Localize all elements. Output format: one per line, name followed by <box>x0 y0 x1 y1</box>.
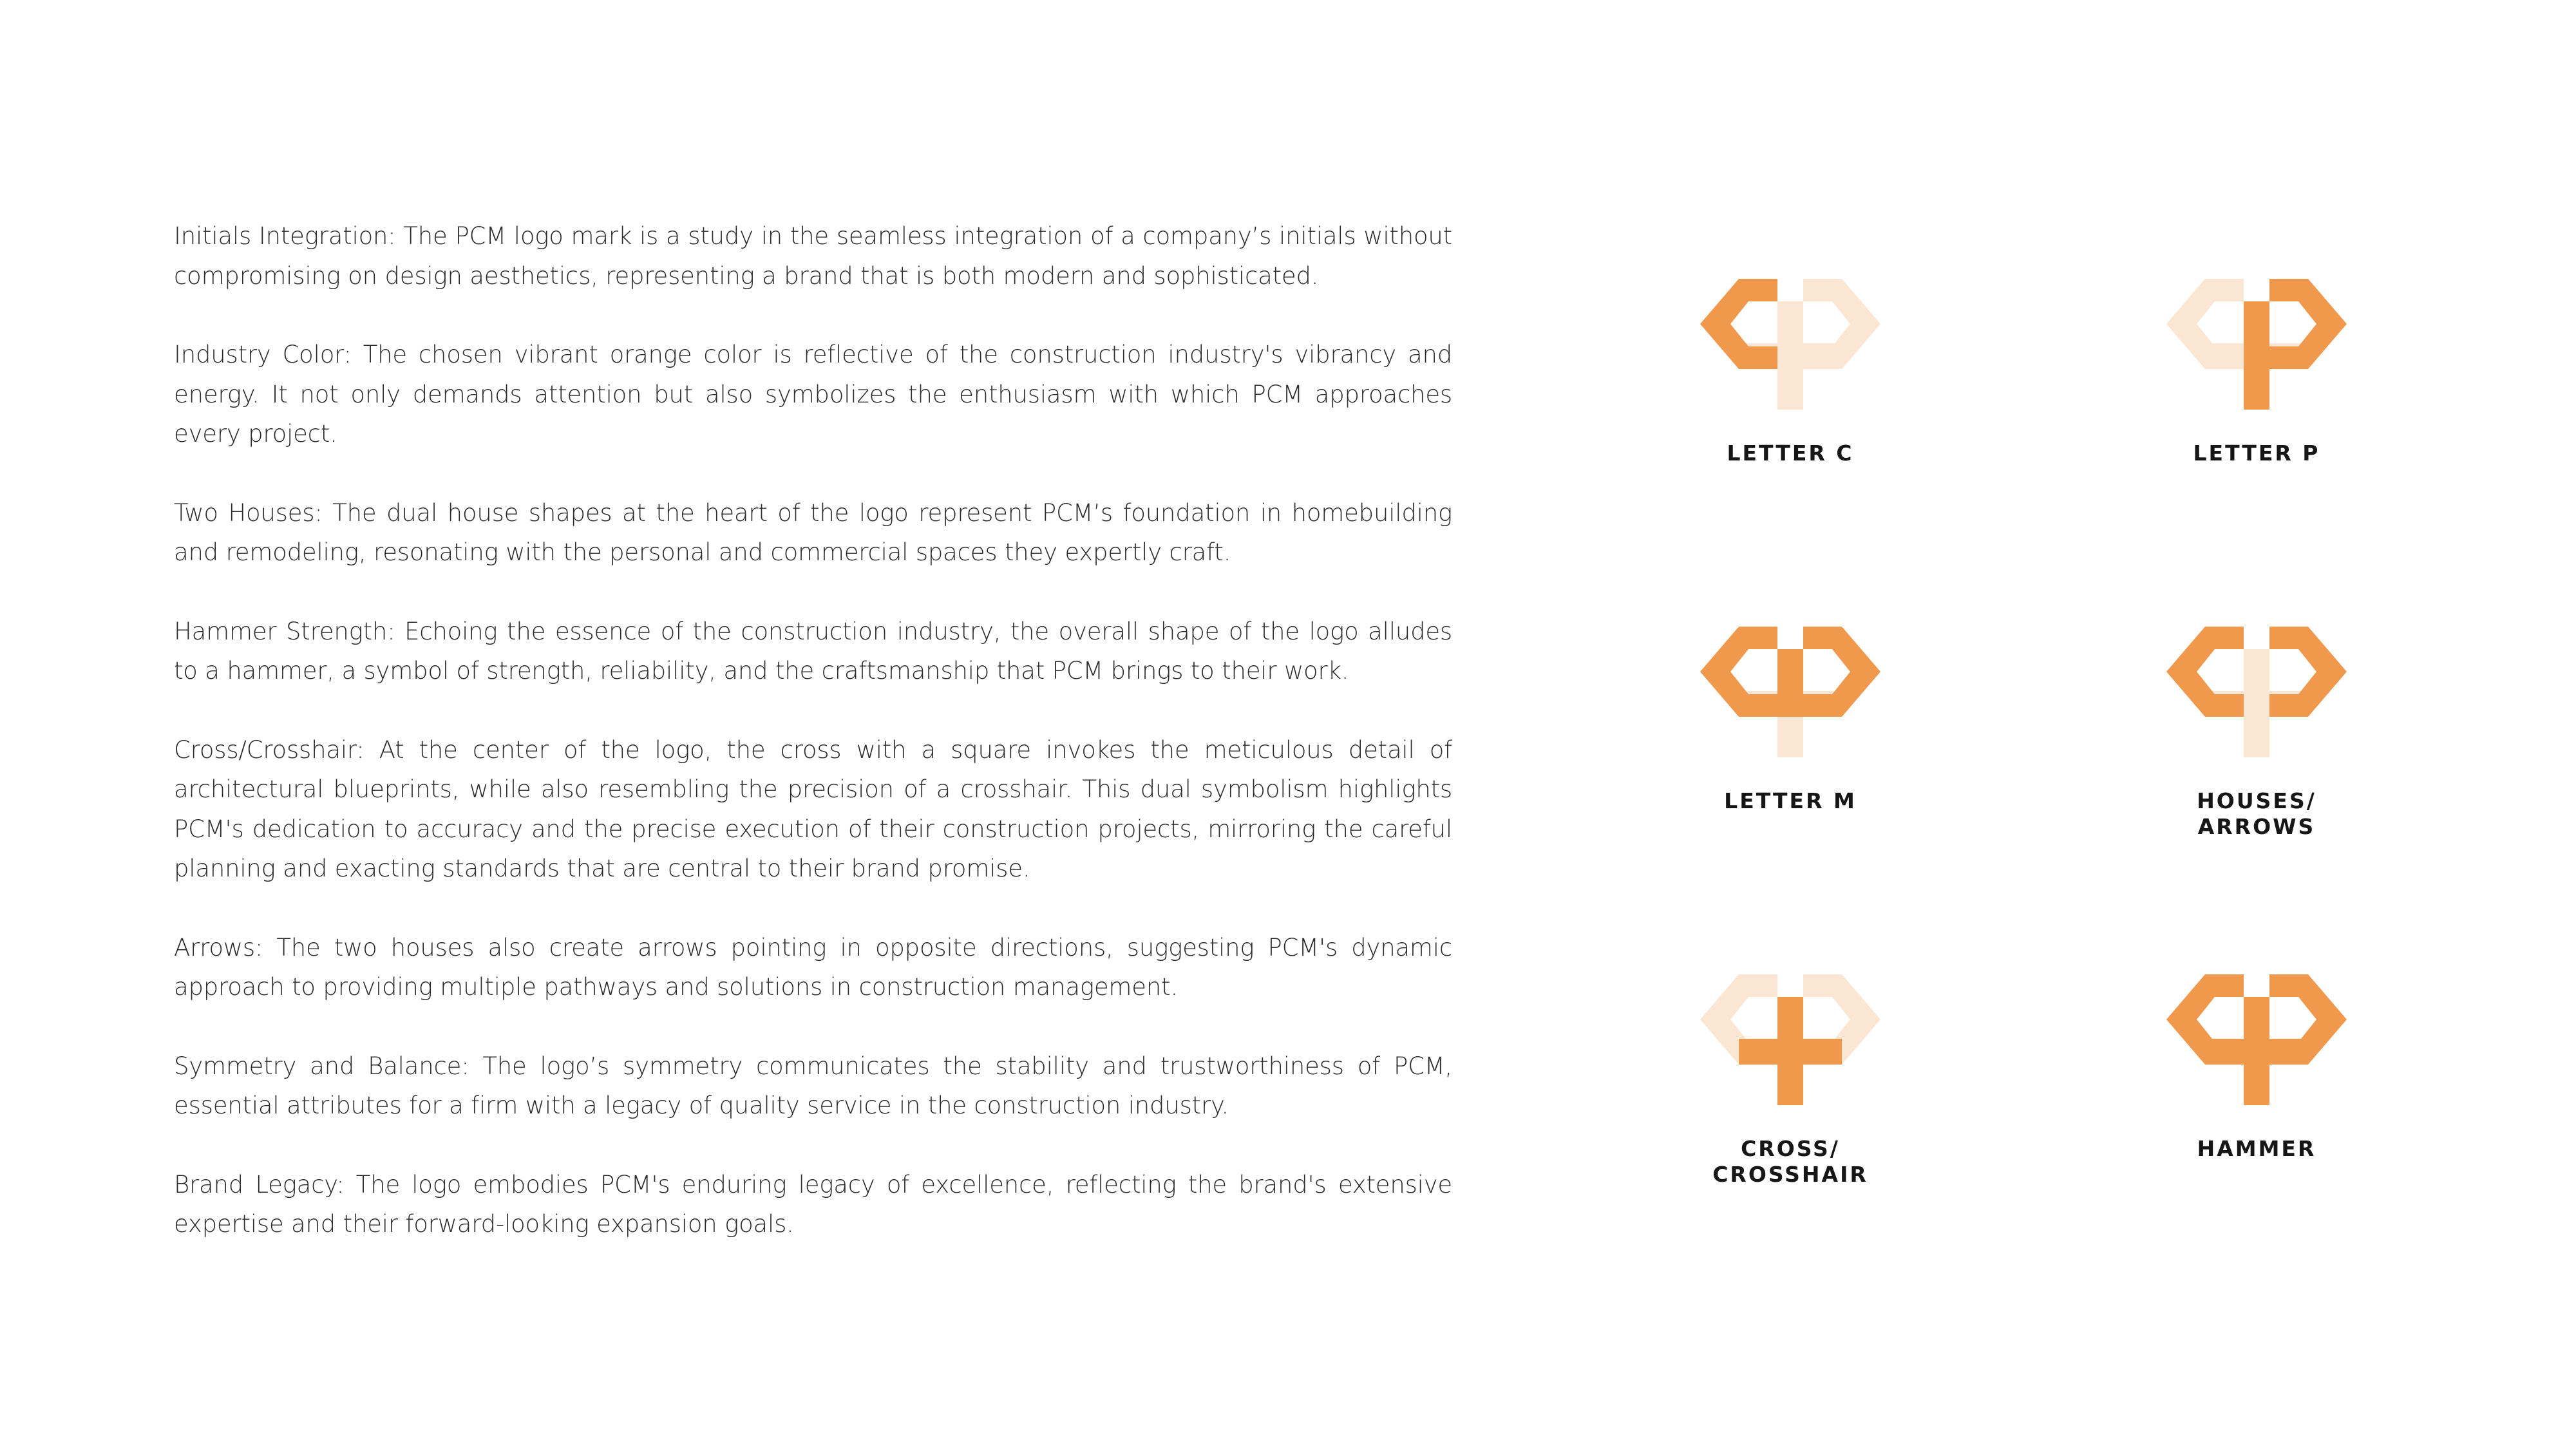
cross-top-block <box>1777 649 1803 691</box>
mark-hammer <box>2128 971 2385 1162</box>
cross-right-block <box>1803 1039 1842 1065</box>
mark-letter-c <box>1662 276 1919 466</box>
mark-label: HAMMER <box>2197 1136 2316 1161</box>
mark-label: LETTER C <box>1727 440 1854 466</box>
mark-label: LETTER P <box>2193 440 2320 466</box>
pcm-logo-mark-icon <box>1697 623 1884 759</box>
cross-top-block <box>2244 649 2269 691</box>
cross-top-block <box>2244 301 2269 343</box>
cross-left-block <box>2205 1039 2244 1065</box>
paragraph-two-houses: Two Houses: The dual house shapes at the heart of the logo represent PCM’s foundation in homebuilding and remodeling, resonating with the personal and commercial spaces they expertly craft. <box>174 498 1452 566</box>
paragraph-arrows: Arrows: The two houses also create arrows pointing in opposite directions, suggesting PCM's dynamic approach to providing multiple pathways and solutions in construction management. <box>174 933 1452 1001</box>
pcm-logo-mark-icon <box>1697 276 1884 411</box>
mark-label: LETTER M <box>1724 788 1857 813</box>
stem-block <box>2244 717 2269 757</box>
paragraph-industry-color: Industry Color: The chosen vibrant orange color is reflective of the construction industry's vibrancy and energy. It not only demands attention but also symbolizes the enthusiasm with which PCM approaches every project. <box>174 341 1452 448</box>
center-square <box>1777 691 1803 717</box>
cross-left-block <box>2205 343 2244 369</box>
mark-houses-arrows <box>2128 623 2385 840</box>
center-square <box>1777 343 1803 369</box>
cross-right-block <box>2269 1039 2308 1065</box>
left-house-shape <box>1700 279 1777 369</box>
mark-label: CROSS/ CROSSHAIR <box>1712 1136 1868 1187</box>
right-house-shape <box>2269 279 2347 369</box>
mark-letter-m <box>1662 623 1919 814</box>
pcm-logo-mark-icon <box>2163 276 2350 411</box>
center-square <box>1777 1039 1803 1065</box>
paragraph-symmetry-balance: Symmetry and Balance: The logo’s symmetry communicates the stability and trustworthiness of PCM, essential attributes for a firm with a legacy of quality service in the construction industry. <box>174 1052 1452 1119</box>
center-square <box>2244 343 2269 369</box>
cross-right-block <box>1803 343 1842 369</box>
stem-block <box>2244 369 2269 410</box>
right-house-shape <box>2269 627 2347 717</box>
pcm-logo-mark-icon <box>2163 623 2350 759</box>
paragraph-cross-crosshair: Cross/Crosshair: At the center of the logo, the cross with a square invokes the meticulous detail of architectural blueprints, while also resembling the precision of a crosshair. This dual symbolism highlights PCM's dedication to accuracy and the precise execution of their construction projects, mirroring the careful planning and exacting standards that are central to their brand promise. <box>174 735 1452 882</box>
cross-left-block <box>1739 1039 1777 1065</box>
pcm-logo-mark-icon <box>2163 971 2350 1106</box>
paragraph-brand-legacy: Brand Legacy: The logo embodies PCM's enduring legacy of excellence, reflecting the brand's extensive expertise and their forward-looking expansion goals. <box>174 1170 1452 1238</box>
left-house-shape <box>2166 627 2244 717</box>
right-house-shape <box>1803 627 1880 717</box>
stem-block <box>1777 369 1803 410</box>
left-house-shape <box>1700 627 1777 717</box>
pcm-logo-mark-icon <box>1697 971 1884 1106</box>
center-square <box>2244 1039 2269 1065</box>
mark-cross-crosshair <box>1662 971 1919 1188</box>
cross-top-block <box>1777 997 1803 1039</box>
paragraph-hammer-strength: Hammer Strength: Echoing the essence of the construction industry, the overall shape of the logo alludes to a hammer, a symbol of strength, reliability, and the craftsmanship that PCM brings to their work. <box>174 617 1452 685</box>
stem-block <box>2244 1065 2269 1105</box>
paragraph-initials-integration: Initials Integration: The PCM logo mark is a study in the seamless integration of a company’s initials without compromising on design aesthetics, representing a brand that is both modern and sophisticated. <box>174 222 1452 290</box>
mark-label: HOUSES/ ARROWS <box>2197 788 2316 839</box>
stem-block <box>1777 1065 1803 1105</box>
cross-top-block <box>1777 301 1803 343</box>
mark-letter-p <box>2128 276 2385 466</box>
center-square <box>2244 691 2269 717</box>
cross-top-block <box>2244 997 2269 1039</box>
stem-block <box>1777 717 1803 757</box>
